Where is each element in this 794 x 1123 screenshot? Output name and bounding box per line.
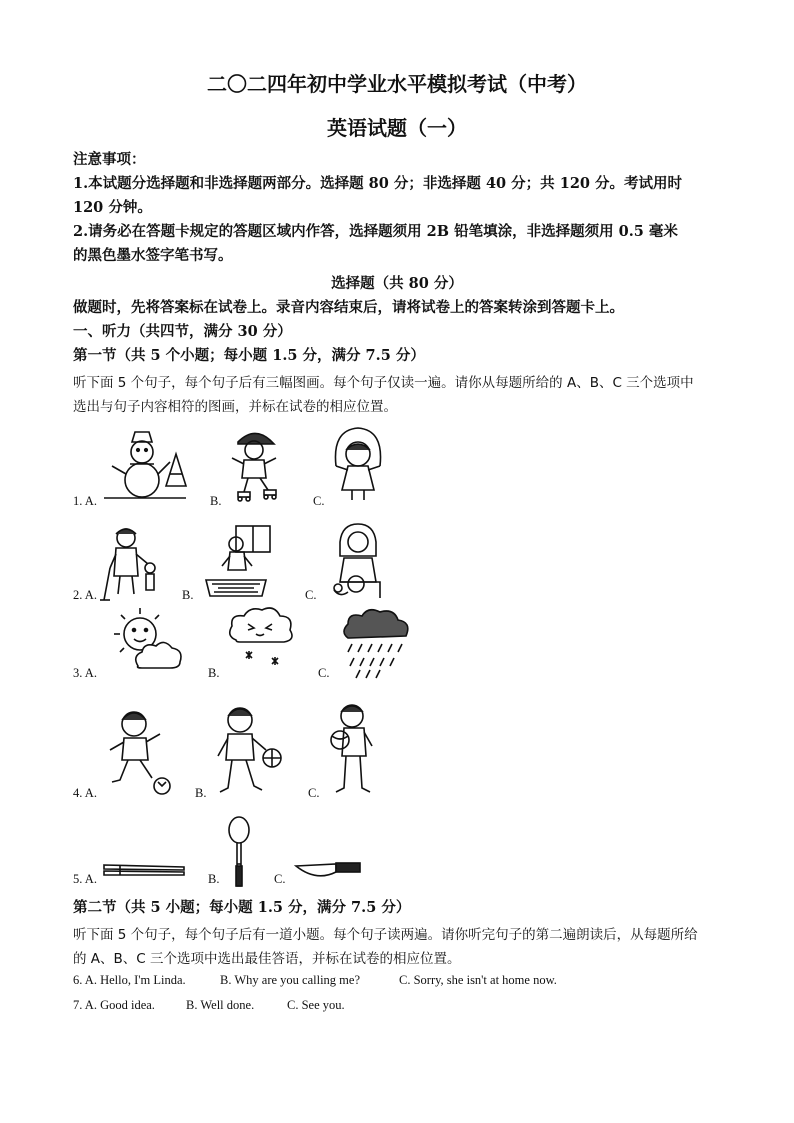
q2-option-b-label: B. bbox=[182, 588, 194, 602]
washing-clothes-woman-icon bbox=[200, 524, 272, 604]
sweeping-woman-icon bbox=[104, 524, 162, 606]
q6-option-b: B. Why are you calling me? bbox=[220, 973, 361, 987]
skipping-rope-girl-icon bbox=[328, 426, 388, 508]
q4-option-a-label: 4. A. bbox=[73, 786, 97, 800]
notes-item2-line2: 的黑色墨水签字笔书写。 bbox=[73, 247, 233, 264]
rain-cloud-icon bbox=[340, 608, 412, 682]
q2-option-c-label: C. bbox=[305, 588, 317, 602]
chopsticks-icon bbox=[104, 862, 186, 881]
q4-option-c-label: C. bbox=[308, 786, 320, 800]
playing-volleyball-boy-icon bbox=[326, 698, 378, 802]
q7-option-a: 7. A. Good idea. bbox=[73, 998, 155, 1012]
knife-icon bbox=[294, 858, 362, 886]
sub1-desc-line1: 听下面 5 个句子，每个句子后有三幅图画。每个句子仅读一遍。请你从每题所给的 A、B、C 三个选项中 bbox=[73, 375, 694, 391]
section-instruction: 做题时，先将答案标在试卷上。录音内容结束后，请将试卷上的答案转涂到答题卡上。 bbox=[73, 299, 624, 316]
q3-option-b-label: B. bbox=[208, 666, 220, 680]
notes-item1-line2: 120 分钟。 bbox=[73, 199, 152, 216]
sun-cloud-icon bbox=[108, 606, 184, 676]
sub2-desc-line2: 的 A、B、C 三个选项中选出最佳答语，并标在试卷的相应位置。 bbox=[73, 951, 461, 967]
sub2-heading: 第二节（共 5 小题；每小题 1.5 分，满分 7.5 分） bbox=[73, 899, 411, 916]
q2-option-a-label: 2. A. bbox=[73, 588, 97, 602]
notes-item1-line1: 1.本试题分选择题和非选择题两部分。选择题 80 分；非选择题 40 分；共 120 分。考试用时 bbox=[73, 175, 683, 192]
q5-option-a-label: 5. A. bbox=[73, 872, 97, 886]
q1-option-b-label: B. bbox=[210, 494, 222, 508]
sub1-heading: 第一节（共 5 个小题；每小题 1.5 分，满分 7.5 分） bbox=[73, 347, 425, 364]
roller-skating-child-icon bbox=[226, 428, 284, 508]
q1-option-a-label: 1. A. bbox=[73, 494, 97, 508]
sub1-desc-line2: 选出与句子内容相符的图画，并标在试卷的相应位置。 bbox=[73, 399, 397, 415]
q6-option-c: C. Sorry, she isn't at home now. bbox=[399, 973, 557, 987]
q4-option-b-label: B. bbox=[195, 786, 207, 800]
playing-basketball-boy-icon bbox=[210, 700, 282, 804]
sub2-desc-line1: 听下面 5 个句子，每个句子后有一道小题。每个句子读两遍。请你听完句子的第二遍朗读后，从每题所给 bbox=[73, 927, 698, 943]
snowman-icon bbox=[104, 430, 186, 506]
spoon-icon bbox=[226, 816, 252, 892]
playing-football-boy-icon bbox=[106, 704, 172, 802]
q5-option-c-label: C. bbox=[274, 872, 286, 886]
exam-title: 二〇二四年初中学业水平模拟考试（中考） bbox=[207, 72, 587, 96]
q1-option-c-label: C. bbox=[313, 494, 325, 508]
q3-option-c-label: C. bbox=[318, 666, 330, 680]
q3-option-a-label: 3. A. bbox=[73, 666, 97, 680]
notes-heading: 注意事项： bbox=[73, 151, 146, 168]
section-heading: 选择题（共 80 分） bbox=[331, 275, 463, 292]
notes-item2-line1: 2.请务必在答题卡规定的答题区域内作答，选择题须用 2B 铅笔填涂，非选择题须用 0.5 毫米 bbox=[73, 223, 678, 240]
q7-option-b: B. Well done. bbox=[186, 998, 255, 1012]
q6-option-a: 6. A. Hello, I'm Linda. bbox=[73, 973, 186, 987]
q5-option-b-label: B. bbox=[208, 872, 220, 886]
exam-subtitle: 英语试题（一） bbox=[327, 116, 467, 140]
cooking-woman-icon bbox=[326, 522, 388, 602]
q7-option-c: C. See you. bbox=[287, 998, 345, 1012]
snow-cloud-icon bbox=[226, 606, 296, 674]
part1-heading: 一、听力（共四节，满分 30 分） bbox=[73, 323, 292, 340]
